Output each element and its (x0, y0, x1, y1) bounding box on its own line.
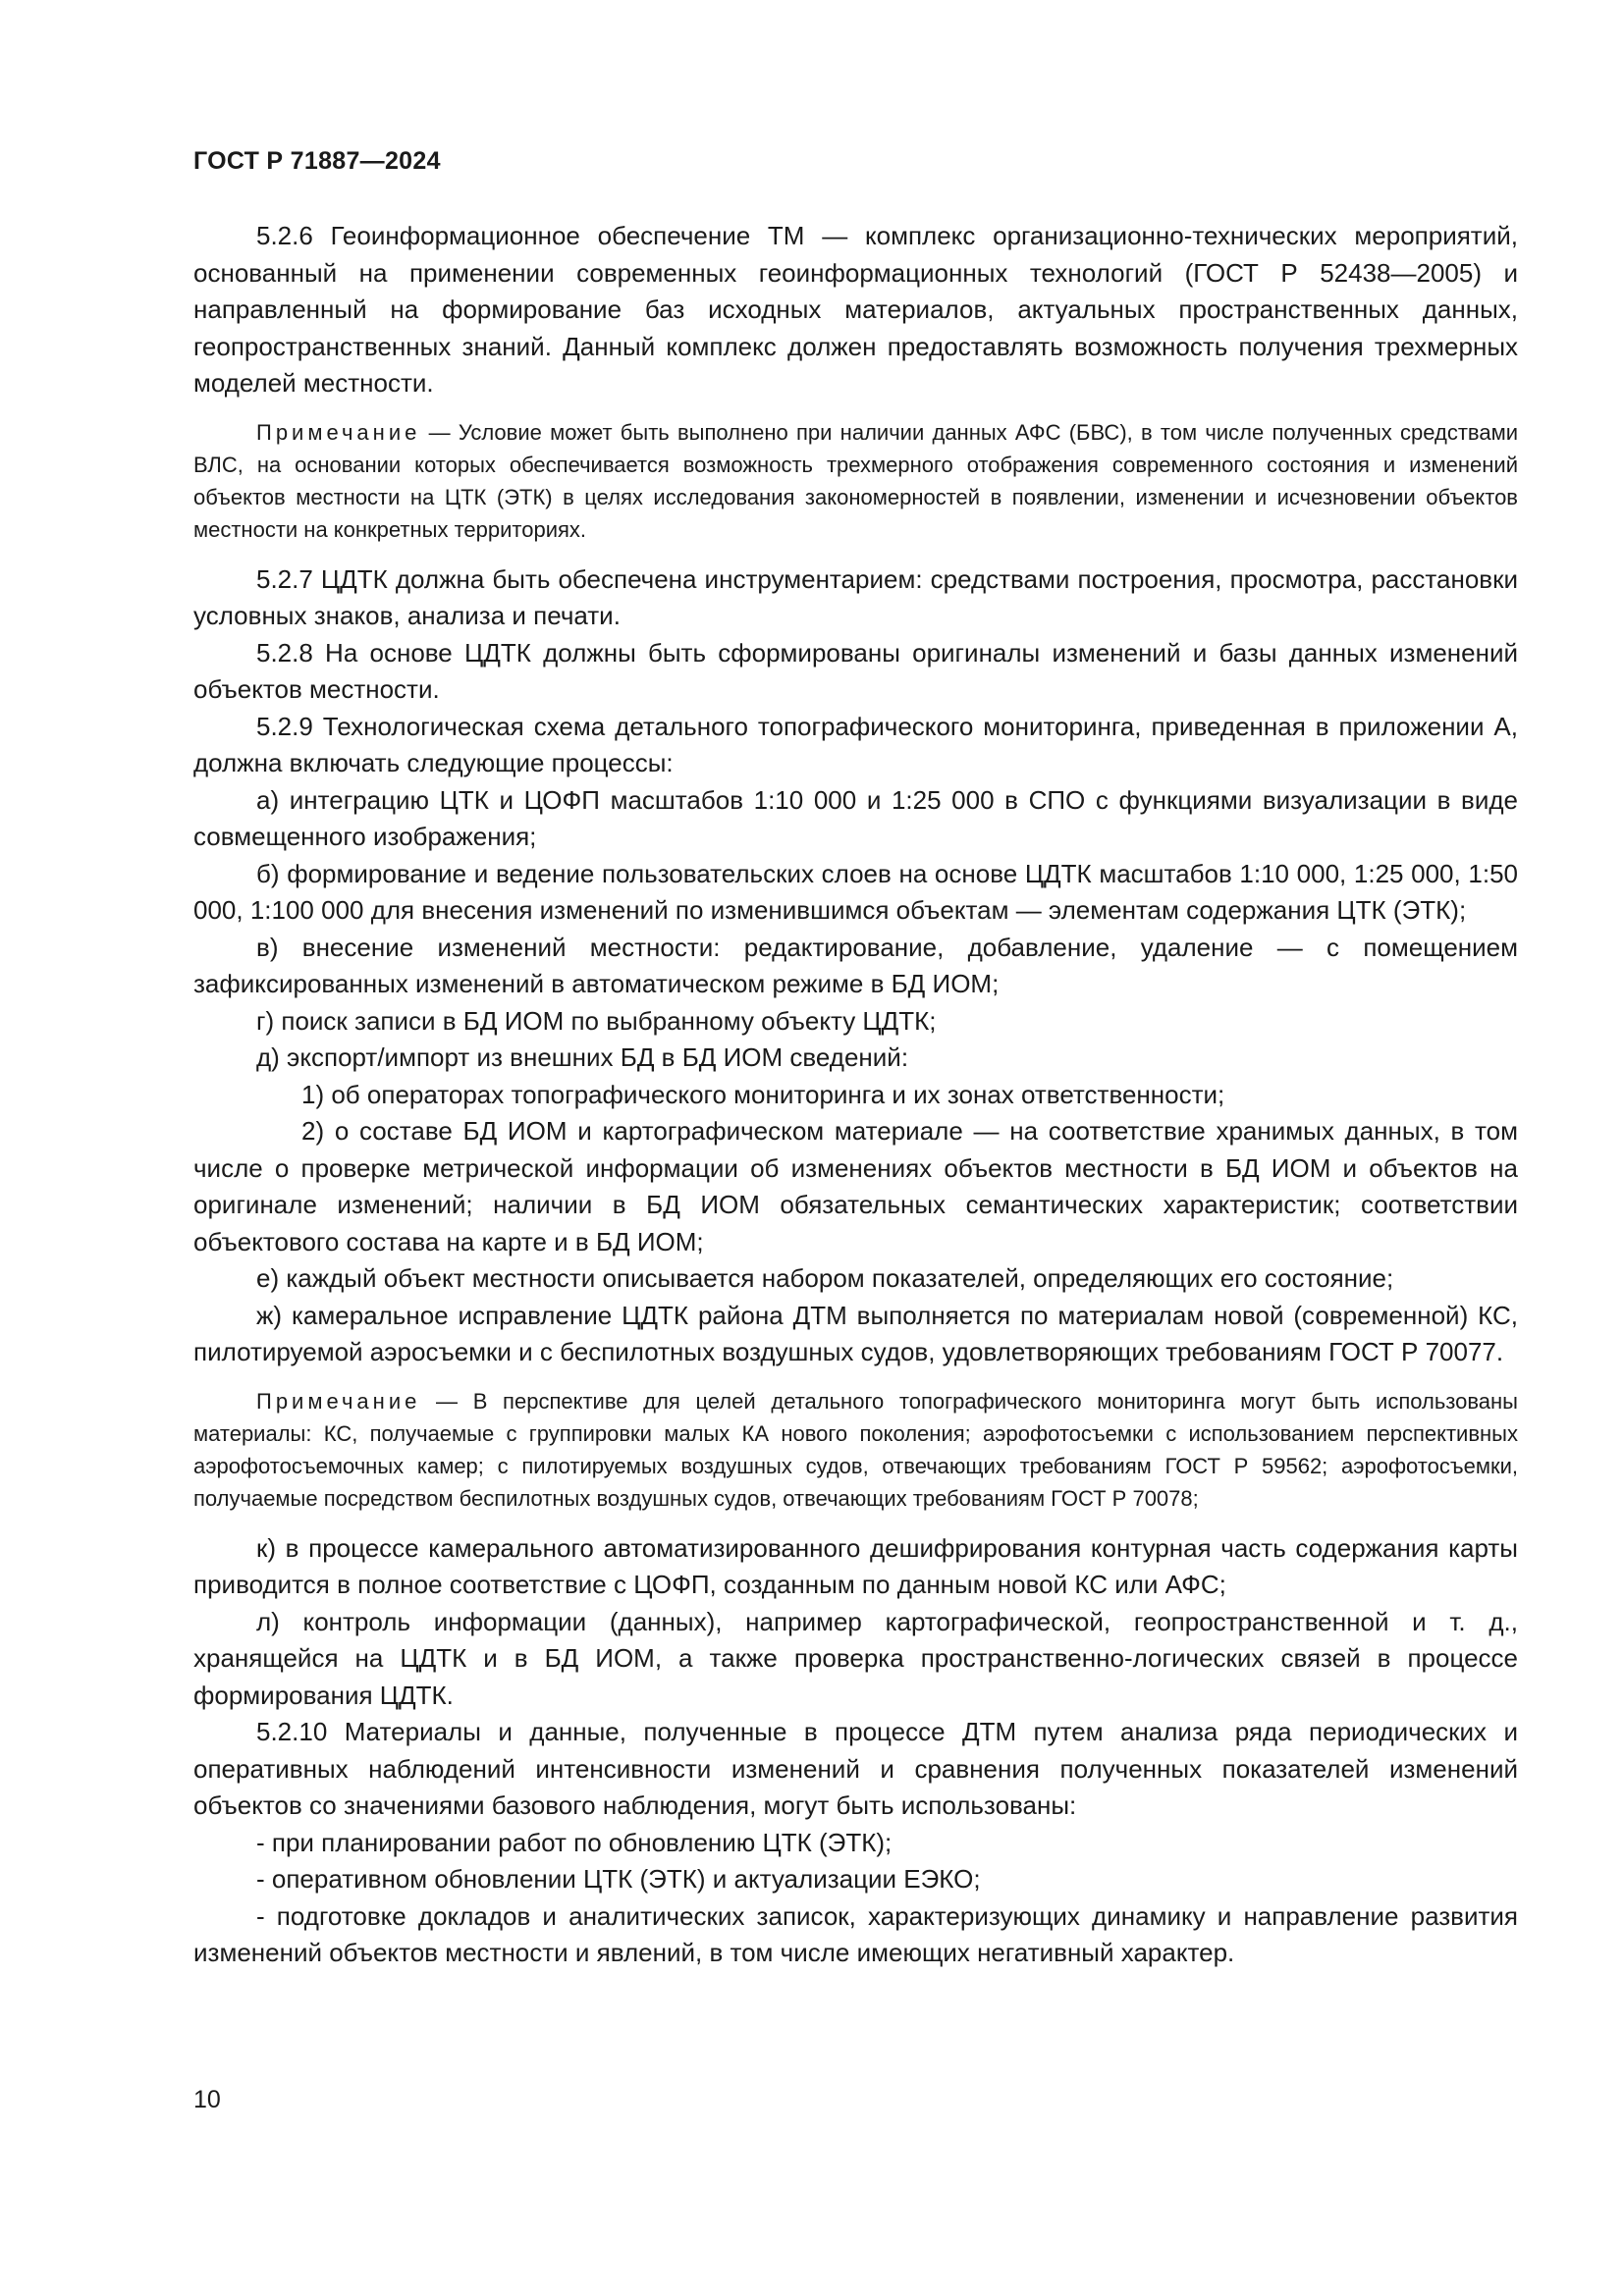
paragraph-5-2-9: 5.2.9 Технологическая схема детального топографического мониторинга, приведенная в приложении А, должна включать следующие процессы: (193, 711, 1518, 777)
dash-item-2: - оперативном обновлении ЦТК (ЭТК) и актуализации ЕЭКО; (256, 1864, 981, 1894)
paragraph-5-2-6: 5.2.6 Геоинформационное обеспечение ТМ — комплекс организационно-технических мероприятий, основанный на применении современных геоинформационных технологий (ГОСТ Р 52438—2005) и направленный на формирование баз исходных материалов, актуальных пространственных данных, геопространственных знаний. Данный комплекс должен предоставлять возможность получения трехмерных моделей местности. (193, 221, 1518, 398)
list-item-l: л) контроль информации (данных), например картографической, геопространственной и т. д., хранящейся на ЦДТК и в БД ИОМ, а также проверка пространственно-логических связей в процессе формирования ЦДТК. (193, 1606, 1518, 1710)
paragraph-5-2-8: 5.2.8 На основе ЦДТК должны быть сформированы оригиналы изменений и базы данных изменений объектов местности. (193, 637, 1518, 704)
note-text: — Условие может быть выполнено при наличии данных АФС (БВС), в том числе полученных средствами ВЛС, на основании которых обеспечивается возможность трехмерного отображения современного состояния и изменений объектов местности на ЦТК (ЭТК) в целях исследования закономерностей в появлении, изменении и исчезновении объектов местности на конкретных территориях. (193, 419, 1518, 542)
note-label: Примечание (256, 419, 421, 445)
list-item-g: г) поиск записи в БД ИОМ по выбранному объекту ЦДТК; (256, 1005, 937, 1036)
dash-item-1: - при планировании работ по обновлению ЦТК (ЭТК); (256, 1827, 893, 1857)
document-body (193, 218, 1518, 1972)
list-item-v: в) внесение изменений местности: редактирование, добавление, удаление — с помещением зафиксированных изменений в автоматическом режиме в БД ИОМ; (193, 932, 1518, 998)
list-item-d: д) экспорт/импорт из внешних БД в БД ИОМ сведений: (256, 1042, 909, 1072)
list-item-b: б) формирование и ведение пользовательских слоев на основе ЦДТК масштабов 1:10 000, 1:25 000, 1:50 000, 1:100 000 для внесения изменений по изменившимся объектам — элементам содержания ЦТК (ЭТК); (193, 858, 1518, 925)
list-item-zh: ж) камеральное исправление ЦДТК района ДТМ выполняется по материалам новой (современной) КС, пилотируемой аэросъемки и с беспилотных воздушных судов, удовлетворяющих требованиям ГОСТ Р 70077. (193, 1300, 1518, 1366)
dash-item-3: - подготовке докладов и аналитических записок, характеризующих динамику и направление развития изменений объектов местности и явлений, в том числе имеющих негативный характер. (193, 1900, 1518, 1967)
page-number: 10 (193, 2086, 221, 2113)
list-item-e: е) каждый объект местности описывается набором показателей, определяющих его состояние; (256, 1263, 1394, 1293)
paragraph-5-2-7: 5.2.7 ЦДТК должна быть обеспечена инструментарием: средствами построения, просмотра, расстановки условных знаков, анализа и печати. (193, 563, 1518, 630)
note-label: Примечание (256, 1388, 421, 1414)
document-header: ГОСТ Р 71887—2024 (193, 147, 441, 175)
note-2 (193, 1385, 1518, 1515)
sub-item-2: 2) о составе БД ИОМ и картографическом материале — на соответствие хранимых данных, в том числе о проверке метрической информации об изменениях объектов местности в БД ИОМ и объектов на оригинале изменений; наличии в БД ИОМ обязательных семантических характеристик; соответствии объектового состава на карте и в БД ИОМ; (193, 1116, 1518, 1256)
list-item-a: а) интеграцию ЦТК и ЦОФП масштабов 1:10 000 и 1:25 000 в СПО с функциями визуализации в виде совмещенного изображения; (193, 784, 1518, 851)
list-item-k: к) в процессе камерального автоматизированного дешифрирования контурная часть содержания карты приводится в полное соответствие с ЦОФП, созданным по данным новой КС или АФС; (193, 1532, 1518, 1599)
note-text: — В перспективе для целей детального топографического мониторинга могут быть использованы материалы: КС, получаемые с группировки малых КА нового поколения; аэрофотосъемки с использованием перспективных аэрофотосъемочных камер; с пилотируемых воздушных судов, отвечающих требованиям ГОСТ Р 59562; аэрофотосъемки, получаемые посредством беспилотных воздушных судов, отвечающих требованиям ГОСТ Р 70078; (193, 1388, 1518, 1511)
sub-item-1: 1) об операторах топографического мониторинга и их зонах ответственности; (301, 1079, 1225, 1109)
note-1 (193, 416, 1518, 546)
paragraph-5-2-10: 5.2.10 Материалы и данные, полученные в процессе ДТМ путем анализа ряда периодических и оперативных наблюдений интенсивности изменений и сравнения полученных показателей изменений объектов со значениями базового наблюдения, могут быть использованы: (193, 1717, 1518, 1820)
